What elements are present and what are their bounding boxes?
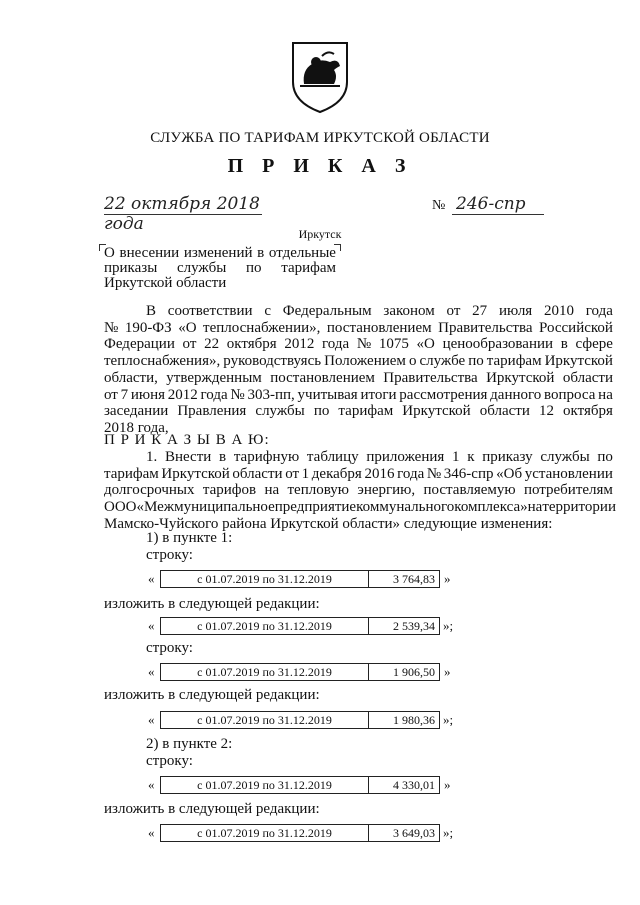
word: утвержденным <box>166 369 262 386</box>
handwritten-date: 22 октября 2018 года <box>104 194 260 234</box>
word: службы <box>255 403 305 420</box>
word: «Об <box>496 465 523 482</box>
tariff-row-4 <box>160 711 440 729</box>
word: поставляемую <box>423 482 516 499</box>
word: от <box>104 386 118 403</box>
word: 1 <box>452 449 460 465</box>
tariff-row-1 <box>160 570 440 588</box>
word: законом <box>383 303 435 319</box>
word: области <box>232 465 283 482</box>
word: от <box>182 336 197 353</box>
word: территории <box>542 499 616 516</box>
word: теплоснабжении», <box>203 319 321 336</box>
word: постановлением <box>326 319 432 336</box>
item-1-line <box>104 466 613 483</box>
word: 1075 <box>378 336 409 353</box>
word: службы <box>176 260 227 276</box>
tariff-period: с 01.07.2019 по 31.12.2019 <box>161 777 369 793</box>
word: Иркутской <box>402 403 471 420</box>
tariff-value: 1 906,50 <box>393 665 435 679</box>
word: 22 <box>204 336 220 353</box>
word: с <box>264 303 272 319</box>
word: потребителям <box>523 482 613 499</box>
word: рассмотрения <box>399 386 488 403</box>
word: Правления <box>177 403 247 420</box>
word: в <box>560 336 568 353</box>
replace-label-2: изложить в следующей редакции: <box>104 687 320 703</box>
item-1-last-line: Мамско-Чуйского района Иркутской области» следующие изменения: <box>104 515 553 532</box>
preamble-line <box>104 387 613 404</box>
row-label-2: строку: <box>146 640 193 656</box>
word: № <box>356 336 372 353</box>
preamble-line <box>104 370 613 387</box>
word: данного <box>490 386 542 403</box>
tariff-value: 4 330,01 <box>393 778 435 792</box>
tariff-value: 3 649,03 <box>393 826 435 840</box>
word: к <box>467 449 475 465</box>
word: 190-ФЗ <box>124 319 172 336</box>
word: декабря <box>311 465 362 482</box>
word: тарифов <box>202 482 257 499</box>
word: таблицу <box>306 449 359 465</box>
word: по <box>313 403 330 420</box>
word: приказу <box>482 449 533 465</box>
close-quote: » <box>444 571 451 586</box>
word: Федерации <box>104 336 175 353</box>
word: октября <box>563 403 613 420</box>
order-subject <box>104 246 336 291</box>
word: Российской <box>539 319 613 336</box>
word: вопроса <box>544 386 596 403</box>
word: года <box>200 386 228 403</box>
tariff-value: 1 980,36 <box>393 713 435 727</box>
number-line <box>452 194 544 215</box>
tariff-value: 2 539,34 <box>393 619 435 633</box>
preamble-last-line: 2018 года, <box>104 419 169 436</box>
word: № <box>426 465 442 482</box>
subject-line-1 <box>104 246 336 261</box>
replace-label-3: изложить в следующей редакции: <box>104 801 320 817</box>
word: «Межмуниципальное <box>136 499 275 516</box>
word: тарифам <box>104 465 159 482</box>
word: теплоснабжения», <box>104 353 221 370</box>
preamble-line <box>104 320 613 337</box>
word: коммунального <box>356 499 455 516</box>
word: ценообразовании <box>442 336 554 353</box>
tariff-value: 3 764,83 <box>393 572 435 586</box>
close-quote-semicolon: »; <box>443 618 454 633</box>
word: на <box>598 386 613 403</box>
word: 2012 <box>167 386 198 403</box>
word: тарифную <box>233 449 300 465</box>
open-quote: « <box>148 571 155 586</box>
word: июля <box>498 303 533 319</box>
word: соответствии <box>167 303 253 319</box>
date-line <box>104 194 262 234</box>
word: области, <box>104 369 158 386</box>
word: в <box>257 245 265 261</box>
replace-label-1: изложить в следующей редакции: <box>104 596 320 612</box>
item-1-line <box>146 449 613 466</box>
city: Иркутск <box>298 227 342 241</box>
word: Иркутской <box>486 369 555 386</box>
close-quote: » <box>444 777 451 792</box>
item-1-line <box>104 499 616 516</box>
bracket-right-icon <box>334 244 341 251</box>
word: Положением <box>324 353 406 370</box>
word: тепловую <box>287 482 350 499</box>
agency-name: СЛУЖБА ПО ТАРИФАМ ИРКУТСКОЙ ОБЛАСТИ <box>150 130 490 146</box>
word: О <box>104 245 115 261</box>
word: итоги <box>360 386 397 403</box>
word: № <box>230 386 245 403</box>
tariff-row-6 <box>160 824 440 842</box>
coat-of-arms-emblem <box>290 40 350 114</box>
word: постановлением <box>270 369 375 386</box>
document-type: П Р И К А З <box>227 155 413 177</box>
preamble-paragraph <box>104 303 613 437</box>
order-word: П Р И К А З Ы В А Ю: <box>104 432 270 448</box>
word: Правительства <box>438 319 533 336</box>
word: на <box>527 499 543 516</box>
word: по <box>597 449 613 465</box>
word: 2010 <box>543 303 574 319</box>
word: по <box>468 353 484 370</box>
tariff-row-2 <box>160 617 440 635</box>
subject-line-3: Иркутской области <box>104 275 227 291</box>
word: 7 <box>120 386 129 403</box>
word: 1 <box>301 465 310 482</box>
word: июня <box>130 386 166 403</box>
close-quote: » <box>444 664 451 679</box>
in-point-2: 2) в пункте 2: <box>146 736 233 752</box>
tariff-period: с 01.07.2019 по 31.12.2019 <box>161 571 369 587</box>
word: службы <box>540 449 590 465</box>
word: Иркутской <box>544 353 613 370</box>
word: 1. <box>146 449 158 465</box>
tariff-row-3 <box>160 663 440 681</box>
word: от <box>446 303 461 319</box>
word: октября <box>226 336 277 353</box>
word: установлении <box>524 465 613 482</box>
open-quote: « <box>148 825 155 840</box>
item-1-paragraph <box>104 449 616 533</box>
word: предприятие <box>274 499 357 516</box>
word: 2012 <box>284 336 315 353</box>
word: тарифам <box>486 353 542 370</box>
word: руководствуясь <box>223 353 322 370</box>
preamble-line <box>104 403 613 420</box>
word: года <box>585 303 613 319</box>
word: ООО <box>104 499 137 516</box>
word: года <box>397 465 425 482</box>
word: 2016 <box>364 465 395 482</box>
word: приказы <box>104 260 158 276</box>
subject-line-2 <box>104 261 336 276</box>
row-label-1: строку: <box>146 547 193 563</box>
preamble-line <box>104 353 613 370</box>
preamble-line <box>104 336 613 353</box>
word: на <box>264 482 280 499</box>
word: № <box>104 319 119 336</box>
word: учитывая <box>297 386 358 403</box>
word: Иркутской <box>161 465 230 482</box>
open-quote: « <box>148 712 155 727</box>
tariff-period: с 01.07.2019 по 31.12.2019 <box>161 712 369 728</box>
tariff-period: с 01.07.2019 по 31.12.2019 <box>161 825 369 841</box>
tariff-period: с 01.07.2019 по 31.12.2019 <box>161 664 369 680</box>
number-sign: № <box>432 198 446 213</box>
word: 12 <box>538 403 554 420</box>
word: В <box>146 303 157 319</box>
word: внесении <box>119 245 180 261</box>
word: Правительства <box>383 369 478 386</box>
word: года <box>322 336 350 353</box>
word: в <box>219 449 227 465</box>
word: сфере <box>575 336 613 353</box>
word: приложения <box>366 449 445 465</box>
word: отдельные <box>268 245 336 261</box>
word: заседании <box>104 403 169 420</box>
word: 303-пп, <box>247 386 295 403</box>
row-label-3: строку: <box>146 753 193 769</box>
word: тарифам <box>338 403 394 420</box>
item-1-line <box>104 482 613 499</box>
word: 27 <box>472 303 488 319</box>
open-quote: « <box>148 618 155 633</box>
word: «О <box>416 336 435 353</box>
word: Внести <box>164 449 212 465</box>
preamble-lines <box>104 303 613 420</box>
word: энергию, <box>357 482 416 499</box>
item-1-lines <box>104 449 616 516</box>
open-quote: « <box>148 664 155 679</box>
word: о <box>408 353 417 370</box>
word: «О <box>178 319 197 336</box>
bracket-left-icon <box>99 244 106 251</box>
in-point-1: 1) в пункте 1: <box>146 530 233 546</box>
word: службе <box>419 353 466 370</box>
word: 346-спр <box>443 465 494 482</box>
close-quote-semicolon: »; <box>443 825 454 840</box>
tariff-row-5 <box>160 776 440 794</box>
word: области <box>479 403 530 420</box>
open-quote: « <box>148 777 155 792</box>
word: долгосрочных <box>104 482 195 499</box>
tariff-period: с 01.07.2019 по 31.12.2019 <box>161 618 369 634</box>
word: комплекса» <box>454 499 528 516</box>
word: Федеральным <box>282 303 372 319</box>
word: тарифам <box>281 260 336 276</box>
close-quote-semicolon: »; <box>443 712 454 727</box>
word: изменений <box>183 245 253 261</box>
word: области <box>562 369 613 386</box>
word: по <box>245 260 262 276</box>
preamble-line <box>146 303 613 320</box>
word: от <box>285 465 300 482</box>
handwritten-number: 246-спр <box>456 194 526 214</box>
